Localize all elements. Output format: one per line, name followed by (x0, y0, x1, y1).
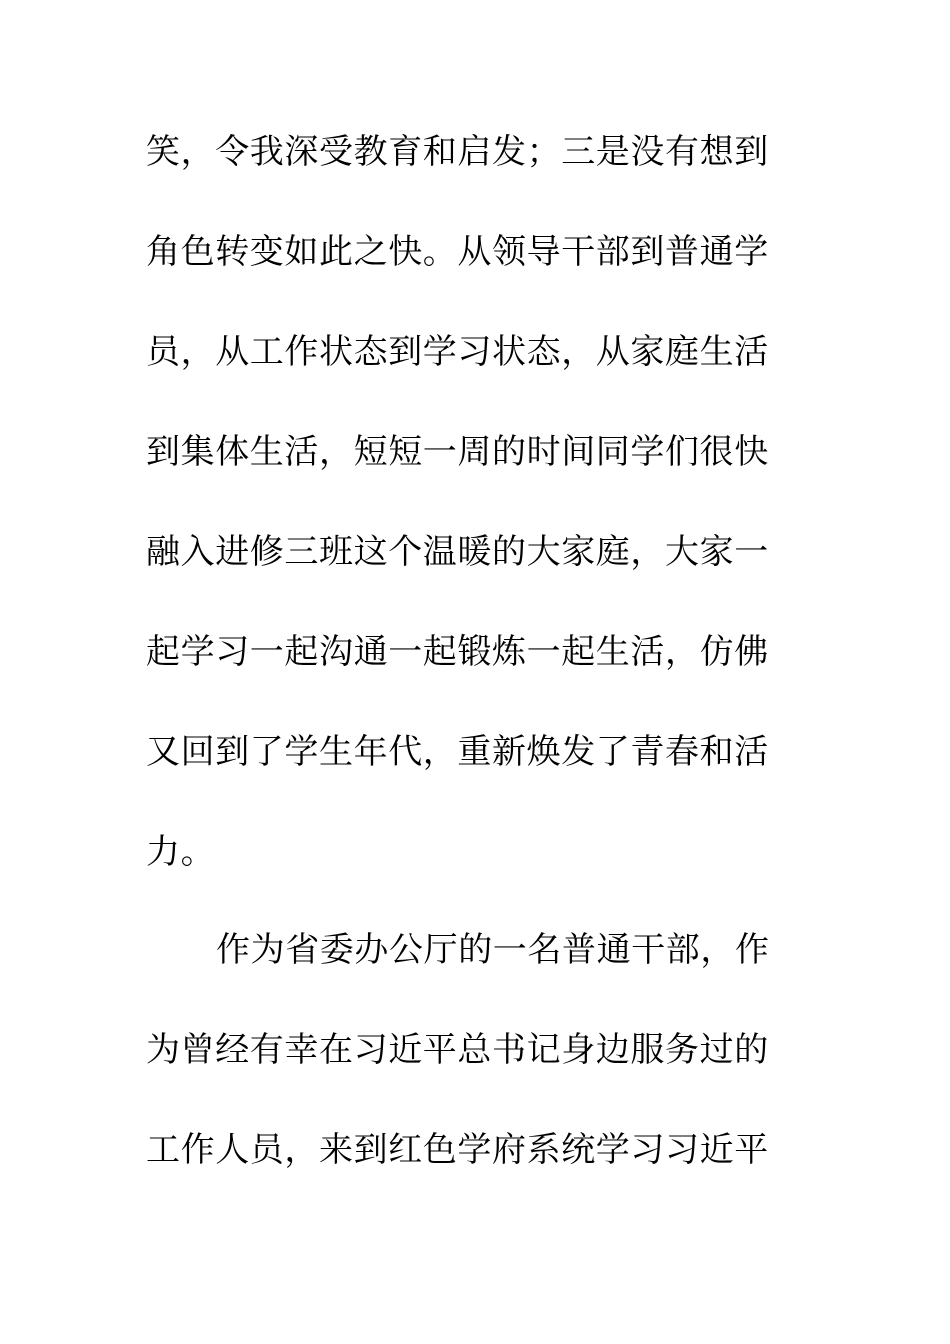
text-line: 角色转变如此之快。从领导干部到普通学 (146, 232, 769, 272)
text-line: 到集体生活，短短一周的时间同学们很快 (146, 432, 769, 472)
text-line: 为曾经有幸在习近平总书记身边服务过的 (146, 1030, 769, 1070)
text-line: 工作人员，来到红色学府系统学习习近平 (146, 1130, 769, 1170)
text-line: 笑，令我深受教育和启发；三是没有想到 (146, 132, 769, 172)
text-line: 员，从工作状态到学习状态，从家庭生活 (146, 332, 769, 372)
text-line: 又回到了学生年代，重新焕发了青春和活 (146, 732, 769, 772)
paragraph-first-line: 作为省委办公厅的一名普通干部，作 (216, 930, 770, 970)
text-line: 力。 (146, 832, 216, 872)
text-line: 起学习一起沟通一起锻炼一起生活，仿佛 (146, 632, 769, 672)
text-line: 融入进修三班这个温暖的大家庭，大家一 (146, 532, 769, 572)
